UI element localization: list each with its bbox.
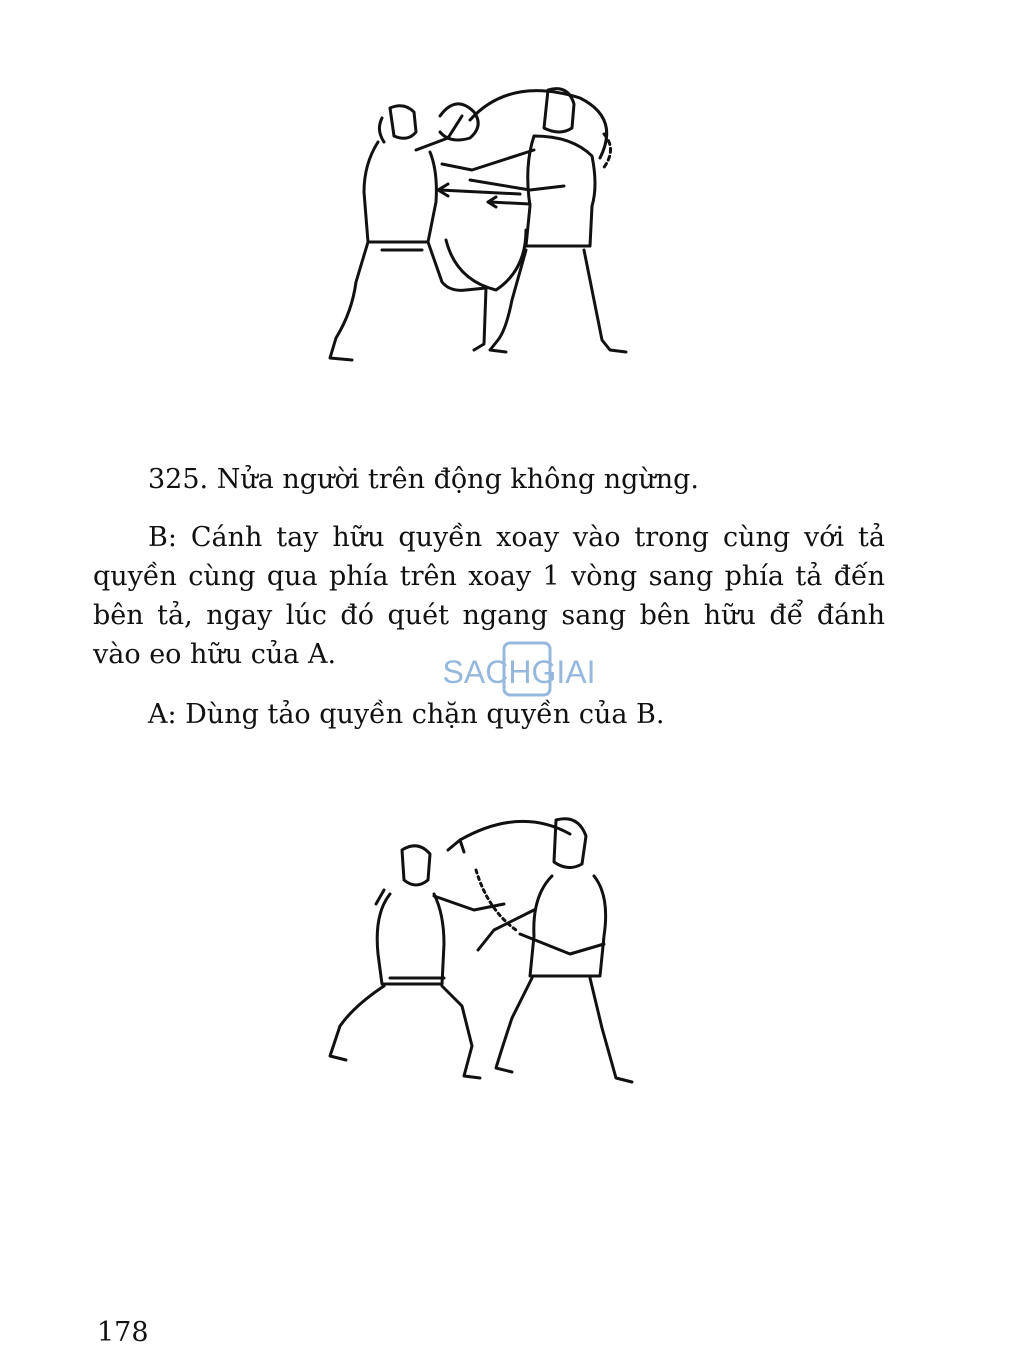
paragraph-b: B: Cánh tay hữu quyền xoay vào trong cùng với tả quyền cùng qua phía trên xoay 1 vòng sang phía tả đến bên tả, ngay lúc đó quét ngang sang bên hữu để đánh vào eo hữu của A. [93, 522, 885, 670]
svg-text:SACHGIAI: SACHGIAI [442, 654, 596, 690]
section-heading: 325. Nửa người trên động không ngừng. [148, 464, 700, 495]
watermark-logo [404, 635, 634, 725]
martial-arts-illustration-top [320, 80, 650, 370]
martial-arts-illustration-bottom [320, 810, 660, 1090]
paragraph-a: A: Dùng tảo quyền chặn quyền của B. [148, 699, 665, 730]
page-number: 178 [97, 1317, 149, 1348]
